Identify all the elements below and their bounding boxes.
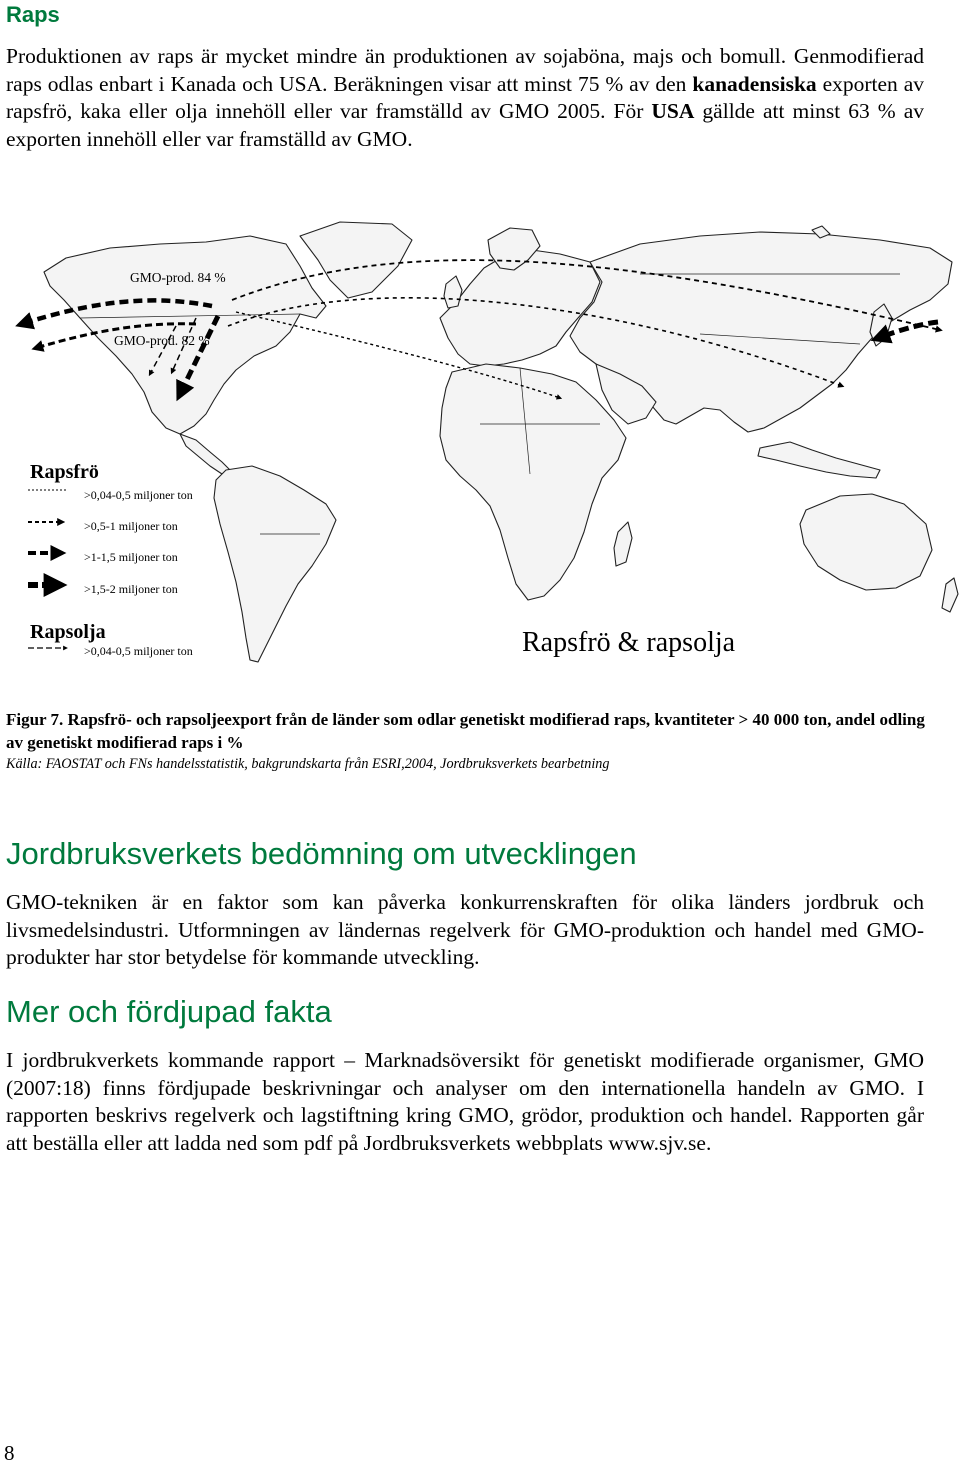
assessment-heading: Jordbruksverkets bedömning om utvecklingen	[6, 836, 637, 871]
gmo-label-canada: GMO-prod. 84 %	[130, 270, 226, 285]
assessment-paragraph: GMO-tekniken är en faktor som kan påverka konkurrenskraften för olika länders jordbruk och livsmedelsindustri. Utformningen av ländernas regelverk för GMO-produktion och handel med GMO-produkter har stor betydelse för kommande utveckling.	[6, 890, 924, 969]
legend-title-rapsolja: Rapsolja	[30, 621, 106, 643]
land-central-america	[180, 434, 230, 474]
land-new-zealand	[942, 578, 958, 612]
more-facts-paragraph: I jordbrukverkets kommande rapport – Marknadsöversikt för genetiskt modifierade organismer, GMO (2007:18) finns fördjupade beskrivningar och analyser om den internationella handeln av GMO. I rapporten beskrivs regelverk och lagstiftning kring GMO, grödor, produktion och handel. Rapporten går att beställa eller att ladda ned som pdf på Jordbruksverkets webbplats www.sjv.se.	[6, 1048, 924, 1155]
land-australia	[800, 494, 932, 590]
legend-label-4: >1,5-2 miljoner ton	[84, 582, 178, 596]
land-europe	[440, 250, 600, 366]
legend-label-rapsolja: >0,04-0,5 miljoner ton	[84, 644, 193, 658]
gmo-label-usa: GMO-prod. 82 %	[114, 333, 210, 348]
body-text: exporten av rapsfrö, kaka eller olja innehöll eller var framställd av GMO 2005. För	[6, 71, 924, 123]
body-text: Produktionen av raps är mycket mindre än produktionen av sojaböna, majs och bomull. Genmodifierad raps odlas enbart i Kanada och USA. Beräkningen visar att minst 75 % av den	[6, 44, 924, 96]
figure-caption: Figur 7. Rapsfrö- och rapsoljeexport från de länder som odlar genetiskt modifierad raps, kvantiteter > 40 000 ton, andel odling av genetiskt modifierad raps i %	[6, 710, 925, 752]
legend-label-1: >0,04-0,5 miljoner ton	[84, 488, 193, 502]
land-madagascar	[614, 522, 632, 566]
body-text: gällde att minst 63 % av exporten innehöll eller var framställd av GMO.	[6, 99, 925, 151]
continent-outlines	[44, 222, 958, 662]
land-indonesia	[758, 442, 880, 478]
legend-label-2: >0,5-1 miljoner ton	[84, 519, 178, 533]
land-greenland	[300, 222, 412, 298]
section-heading-raps: Raps	[6, 2, 60, 27]
page-number: 8	[4, 1441, 15, 1465]
map-title: Rapsfrö & rapsolja	[522, 627, 736, 658]
emphasis-text: kanadensiska	[692, 71, 817, 96]
legend-label-3: >1-1,5 miljoner ton	[84, 550, 178, 564]
land-south-america	[214, 466, 336, 662]
raps-paragraph	[6, 43, 924, 153]
export-map-figure	[0, 214, 960, 670]
world-map	[0, 214, 960, 670]
legend-title-rapsfro: Rapsfrö	[30, 461, 99, 483]
land-africa	[440, 364, 626, 600]
more-facts-heading: Mer och fördjupad fakta	[6, 994, 332, 1029]
figure-source: Källa: FAOSTAT och FNs handelsstatistik, bakgrundskarta från ESRI,2004, Jordbruksverkets bearbetning	[6, 756, 610, 772]
emphasis-text: USA	[651, 99, 695, 123]
